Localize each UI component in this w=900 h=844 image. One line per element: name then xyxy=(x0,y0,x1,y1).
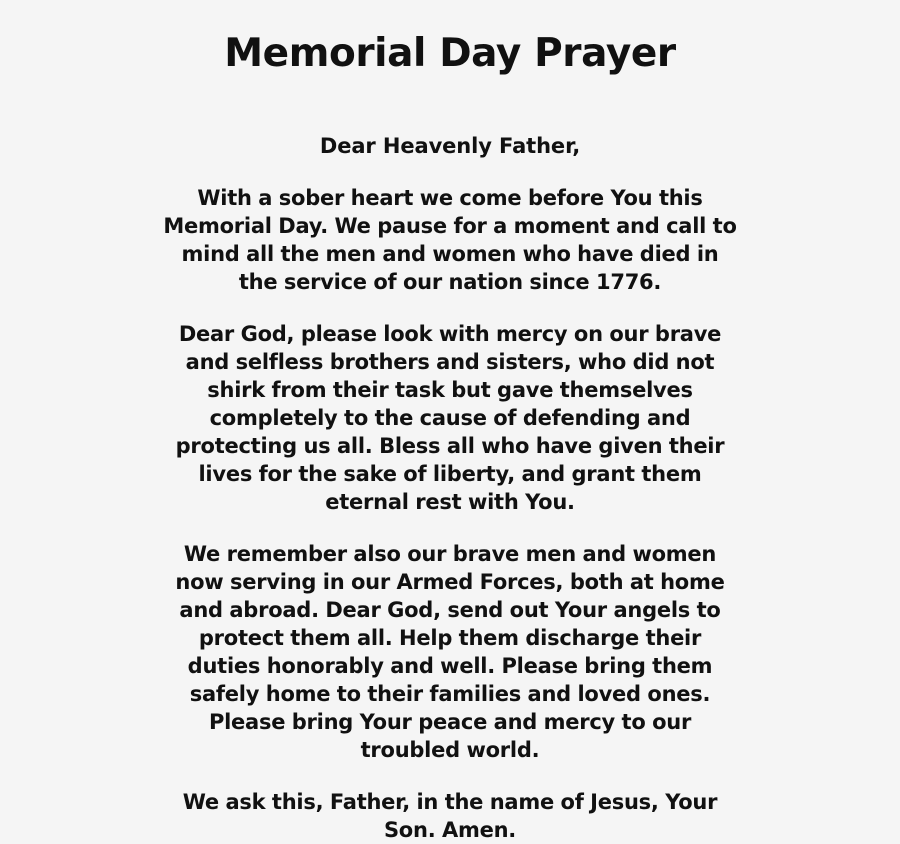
prayer-paragraph-3: We remember also our brave men and women now serving in our Armed Forces, both at home and abroad. Dear God, send out Your angels to protect them all. Help them discharge their duties honorably and well. Please bring them safely home to their families and loved ones. Please bring Your peace and mercy to our troubled world. xyxy=(175,542,725,762)
prayer-body xyxy=(161,76,739,844)
prayer-paragraph-1: With a sober heart we come before You this Memorial Day. We pause for a moment and call to mind all the men and women who have died in the service of our nation since 1776. xyxy=(163,186,737,294)
prayer-salutation: Dear Heavenly Father, xyxy=(319,134,581,158)
prayer-closing: We ask this, Father, in the name of Jesus, Your Son. Amen. xyxy=(182,790,718,842)
prayer-paragraph-2: Dear God, please look with mercy on our brave and selfless brothers and sisters, who did not shirk from their task but gave themselves completely to the cause of defending and protecting us all. Bless all who have given their lives for the sake of liberty, and grant them eternal rest with You. xyxy=(175,322,725,514)
page-title: Memorial Day Prayer xyxy=(224,31,676,76)
